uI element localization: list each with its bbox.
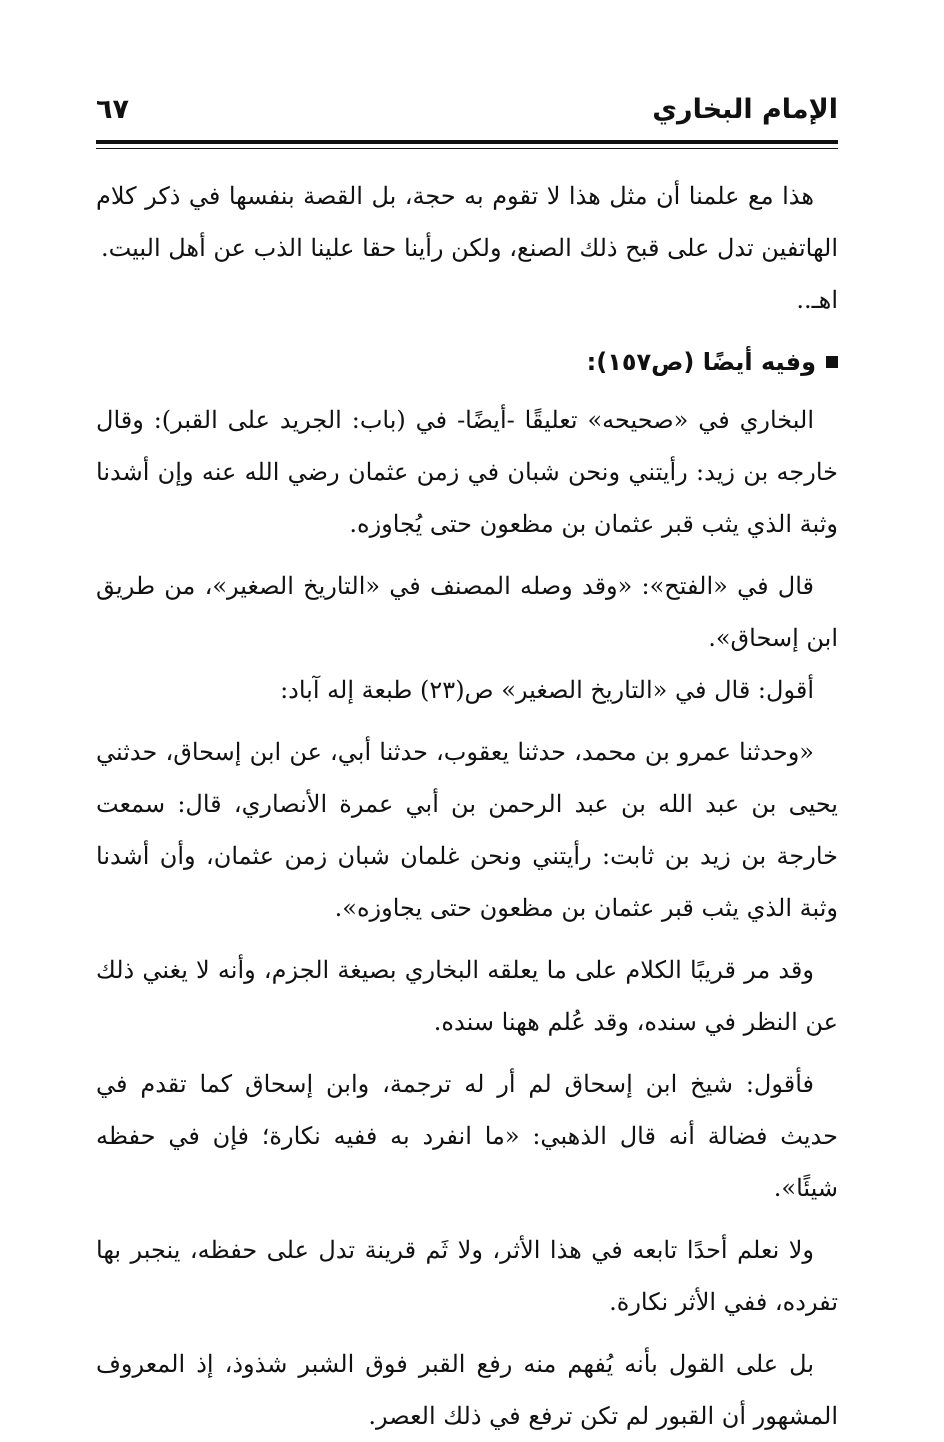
running-header — [96, 88, 838, 140]
paragraph-7: فأقول: شيخ ابن إسحاق لم أر له ترجمة، وابن إسحاق كما تقدم في حديث فضالة أنه قال الذهبي: «ما انفرد به ففيه نكارة؛ فإن في حفظه شيئًا». — [96, 1070, 838, 1202]
paragraph-9: بل على القول بأنه يُفهم منه رفع القبر فوق الشبر شذوذ، إذ المعروف المشهور أن القبور لم تكن ترفع في ذلك العصر. — [96, 1350, 838, 1430]
section-heading-text: وفيه أيضًا (ص١٥٧): — [586, 348, 816, 376]
page-number: ٦٧ — [96, 94, 129, 125]
book-page — [96, 88, 838, 1430]
body-text — [96, 170, 838, 1442]
paragraph-1-end: اهـ.. — [796, 286, 838, 314]
paragraph-6: وقد مر قريبًا الكلام على ما يعلقه البخاري بصيغة الجزم، وأنه لا يغني ذلك عن النظر في سنده، وقد عُلم ههنا سنده. — [96, 956, 838, 1036]
paragraph-2: البخاري في «صحيحه» تعليقًا -أيضًا- في (باب: الجريد على القبر): وقال خارجه بن زيد: رأيتني ونحن شبان في زمن عثمان رضي الله عنه وإن أشدنا وثبة الذي يثب قبر عثمان بن مظعون حتى يُجاوزه. — [96, 406, 838, 538]
running-header-title: الإمام البخاري — [652, 94, 838, 125]
header-rule-thick — [96, 140, 838, 144]
paragraph-5: «وحدثنا عمرو بن محمد، حدثنا يعقوب، حدثنا أبي، عن ابن إسحاق، حدثني يحيى بن عبد الله بن عبد الرحمن بن أبي عمرة الأنصاري، قال: سمعت خارجة بن زيد بن ثابت: رأيتني ونحن غلمان شبان زمن عثمان، وأن أشدنا وثبة الذي يثب قبر عثمان بن مظعون حتى يجاوزه». — [96, 738, 838, 922]
square-bullet-icon — [826, 356, 838, 368]
section-heading — [96, 336, 838, 388]
paragraph-3: قال في «الفتح»: «وقد وصله المصنف في «التاريخ الصغير»، من طريق ابن إسحاق». — [96, 572, 838, 652]
paragraph-1: هذا مع علمنا أن مثل هذا لا تقوم به حجة، بل القصة بنفسها في ذكر كلام الهاتفين تدل على قبح ذلك الصنع، ولكن رأينا حقا علينا الذب عن أهل البيت. — [96, 182, 838, 262]
paragraph-8: ولا نعلم أحدًا تابعه في هذا الأثر، ولا ثَم قرينة تدل على حفظه، ينجبر بها تفرده، ففي الأثر نكارة. — [96, 1236, 838, 1316]
header-rule-thin — [96, 148, 838, 149]
paragraph-4: أقول: قال في «التاريخ الصغير» ص(٢٣) طبعة إله آباد: — [280, 676, 814, 704]
